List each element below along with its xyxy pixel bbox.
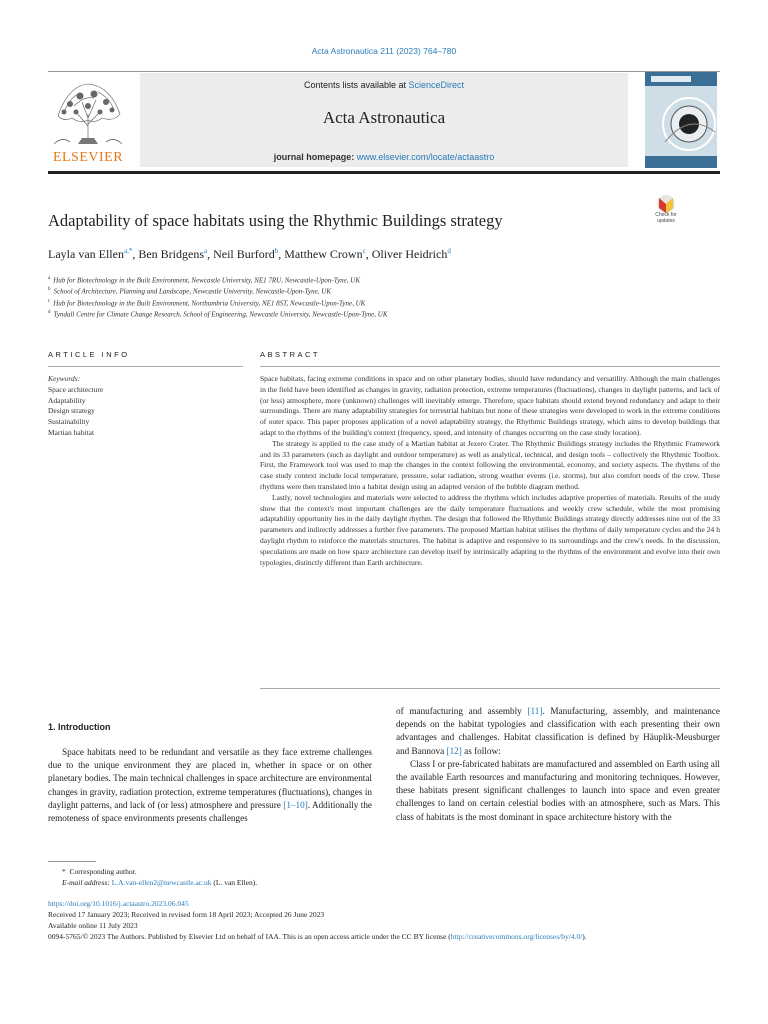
body-paragraph: [48, 746, 372, 825]
author[interactable]: [48, 247, 132, 261]
license-link[interactable]: http://creativecommons.org/licenses/by/4.0/: [450, 932, 583, 941]
author-affiliation-mark[interactable]: b: [274, 247, 279, 255]
license-text: 0094-5765/© 2023 The Authors. Published by Elsevier Ltd on behalf of IAA. This is an open access article under the CC BY license (: [48, 932, 451, 941]
affiliation-key: d: [48, 309, 51, 315]
crossmark-label-line1: Check for: [655, 212, 677, 218]
elsevier-wordmark: ELSEVIER: [52, 150, 124, 165]
affiliation-key: c: [48, 298, 51, 304]
affiliation-item: [48, 285, 720, 296]
email-label: E-mail address:: [62, 878, 112, 887]
author-list: [48, 247, 728, 262]
body-text: of manufacturing and assembly: [396, 706, 528, 716]
author-affiliation-mark[interactable]: d: [447, 247, 451, 255]
author-separator: ,: [207, 247, 214, 261]
affiliation-item: [48, 308, 720, 319]
abstract-heading: ABSTRACT: [260, 350, 321, 359]
article-info-heading: ARTICLE INFO: [48, 350, 130, 359]
abstract-paragraph: Lastly, novel technologies and materials were selected to address the rhythms which includes adaptive properties of materials. Results of the study show that the context's most important challenges are the daily temperature fluctuations and weekly crew schedule, while the most promising adaptability opportunity lies in the daily daylight rhythm. The design that followed the Rhythmic Buildings strategy directly addresses nine out of the 33 parameters and indirectly addresses a further five parameters. The proposed Martian habitat utilises the rhythms of daily temperature cycles and the 24 h daylight rhythm to reinforce the materials structures. The habitat is adaptive and responsive to its surroundings and the crew's needs. In the discussion, speculations are made on how space architecture can develop itself by intrinsically adapting to the rhythms of the environment and evolve into their own typologies, distinctly different than Earth architecture.: [260, 492, 720, 567]
author-affiliation-mark[interactable]: c: [362, 247, 366, 255]
body-paragraph: [396, 705, 720, 758]
author-affiliation-mark[interactable]: a: [204, 247, 208, 255]
footnote-marker: *: [62, 867, 70, 876]
article-info-rule: [48, 366, 243, 367]
affiliation-item: [48, 297, 720, 308]
journal-cover-image[interactable]: [645, 72, 717, 168]
body-text: . Additionally the remoteness of space environments presents challenges: [48, 799, 372, 824]
author-name: Neil Burford: [213, 247, 275, 261]
header-rule: [48, 71, 720, 72]
author[interactable]: [138, 247, 207, 261]
keyword-item: Adaptability: [48, 395, 86, 405]
affiliation-key: a: [48, 276, 51, 281]
author-separator: ,: [132, 247, 139, 261]
author-name: Ben Bridgens: [138, 247, 204, 261]
abstract-rule: [260, 366, 720, 367]
journal-name: Acta Astronautica: [322, 108, 446, 127]
author-name: Matthew Crown: [284, 247, 363, 261]
homepage-link[interactable]: www.elsevier.com/locate/actaastro: [356, 152, 495, 162]
keyword-item: Space architecture: [48, 384, 104, 394]
license-text: ).: [582, 932, 587, 941]
license-statement: [48, 931, 720, 942]
crossmark-label[interactable]: [646, 212, 686, 224]
abstract-paragraph: The strategy is applied to the case study of a Martian habitat at Jezero Crater. The Rhythmic Buildings strategy includes the Rhythmic Framework and its 33 parameters (such as daylight and outdoor temperature) as well as analytical, technical, and design tools – collectively the Rhythmic Toolbox. First, the Framework tool was used to map the changes in the context following the environmental, economy, and society aspects. The rhythms of the case study context include local temperature, pressure, solar radiation, strong weather events (i.e. storms), but also comfort needs of the crew. These rhythms were then translated into a habitat design using an adapted version of the bubble diagram method.: [260, 438, 720, 491]
crossmark-label-line2: updates: [657, 218, 675, 224]
contents-line: [140, 80, 628, 90]
keyword-item: Martian habitat: [48, 427, 95, 437]
header-rule-thick: [48, 171, 720, 174]
author[interactable]: [372, 247, 451, 261]
keywords: [48, 374, 243, 439]
received-dates: Received 17 January 2023; Received in revised form 18 April 2023; Accepted 26 June 2023: [48, 910, 325, 919]
body-text: as follow:: [461, 745, 501, 756]
journal-reference-link[interactable]: Acta Astronautica 211 (2023) 764–780: [311, 46, 457, 56]
keyword-item: Sustainability: [48, 417, 90, 427]
body-text: . Manufacturing, assembly, and maintenance depends on the habitat typologies and classification with each presenting their own advantages and challenges. Habitat classification is defined by Häuplik-Meusburger and Bannova: [396, 706, 720, 756]
email-owner: (L. van Ellen).: [211, 878, 258, 887]
body-column-left: [48, 746, 372, 825]
author[interactable]: [213, 247, 278, 261]
homepage-line: [140, 152, 628, 162]
body-text: Space habitats need to be redundant and versatile as they face extreme challenges due to the unique environment they are placed in, whether in space or on other planetary bodies. The main technical challenges in space architecture are environmental changes in gravity, radiation protection, extreme temperatures (fluctuations), changes in daylight patterns, and lack of (or less) atmosphere and pressure: [48, 747, 372, 810]
author-separator: ,: [365, 247, 372, 261]
affiliation-item: [48, 274, 720, 285]
footnotes: [48, 866, 720, 888]
author-name: Oliver Heidrich: [371, 247, 448, 261]
citation-link[interactable]: [11]: [527, 706, 543, 716]
abstract-rule-bottom: [260, 688, 720, 689]
footnote-rule: [48, 861, 96, 862]
author-separator: ,: [278, 247, 285, 261]
body-column-right: [396, 705, 720, 824]
footnote-corresponding: [48, 866, 720, 877]
body-paragraph: Class I or pre-fabricated habitats are manufactured and assembled on Earth using all the available Earth resources and manufacturing and monitoring techniques. However, these habitats present significant challenges to launch into space and even greater challenges to land on certain celestial bodies with an atmosphere, such as Mars. This class of habitats is the most dominant in space architecture history with the: [396, 758, 720, 822]
affiliation-text: Hub for Biotechnology in the Built Environment, Northumbria University, NE1 8ST, Newcastle-Upon-Tyne, UK: [53, 298, 366, 307]
affiliation-key: b: [48, 287, 51, 293]
keyword-item: Design strategy: [48, 406, 95, 416]
doi-link[interactable]: https://doi.org/10.1016/j.actaastro.2023.06.045: [48, 899, 189, 908]
keywords-label: Keywords:: [48, 374, 81, 383]
abstract-body: [260, 374, 720, 568]
abstract-paragraph: Space habitats, facing extreme conditions in space and on other planetary bodies, should have redundancy and versatility. Although the main challenges in the field have been identified as changes in gravity, radiation protection, extreme temperatures (fluctuations), changes in daylight patterns, and lack of (or less) atmosphere, more (unknown) challenges will inevitably emerge. Therefore, space habitats should extend beyond redundancy and adapt to their surroundings. There are many adaptability strategies for terrestrial habitats but none of these strategies were developed to work in the extreme conditions of outer space. This paper proposes application of a novel adaptability strategy, the Rhythmic Buildings strategy, which aims to develop buildings that adapt to the rhythms of the building's context (frequency, speed, and intensity of changes occurring on the case study location).: [260, 374, 720, 437]
homepage-prefix: journal homepage:: [273, 152, 357, 162]
contents-prefix: Contents lists available at: [303, 80, 409, 90]
author-name: Layla van Ellen: [48, 247, 124, 261]
affiliations: [48, 274, 720, 319]
publication-info: [48, 898, 720, 942]
affiliation-text: Tyndall Centre for Climate Change Research, School of Engineering, Newcastle University, Newcastle-Upon-Tyne, UK: [53, 310, 388, 319]
footnote-email: [48, 877, 720, 888]
available-online: Available online 11 July 2023: [48, 921, 138, 930]
affiliation-text: School of Architecture, Planning and Landscape, Newcastle University, Newcastle-Upon-Tyne, UK: [53, 287, 331, 296]
sciencedirect-link[interactable]: ScienceDirect: [408, 80, 465, 90]
affiliation-text: Hub for Biotechnology in the Built Environment, Newcastle University, NE1 7RU, Newcastle-Upon-Tyne, UK: [53, 276, 361, 285]
author[interactable]: [284, 247, 365, 261]
author-affiliation-mark[interactable]: a,*: [123, 247, 133, 255]
footnote-text: Corresponding author.: [69, 867, 137, 876]
citation-link[interactable]: [1–10]: [283, 799, 308, 810]
section-heading-introduction: 1. Introduction: [48, 722, 111, 732]
email-link[interactable]: L.A.van-ellen2@newcastle.ac.uk: [111, 878, 212, 887]
article-title: Adaptability of space habitats using the Rhythmic Buildings strategy: [48, 211, 503, 230]
citation-link[interactable]: [12]: [446, 745, 462, 756]
